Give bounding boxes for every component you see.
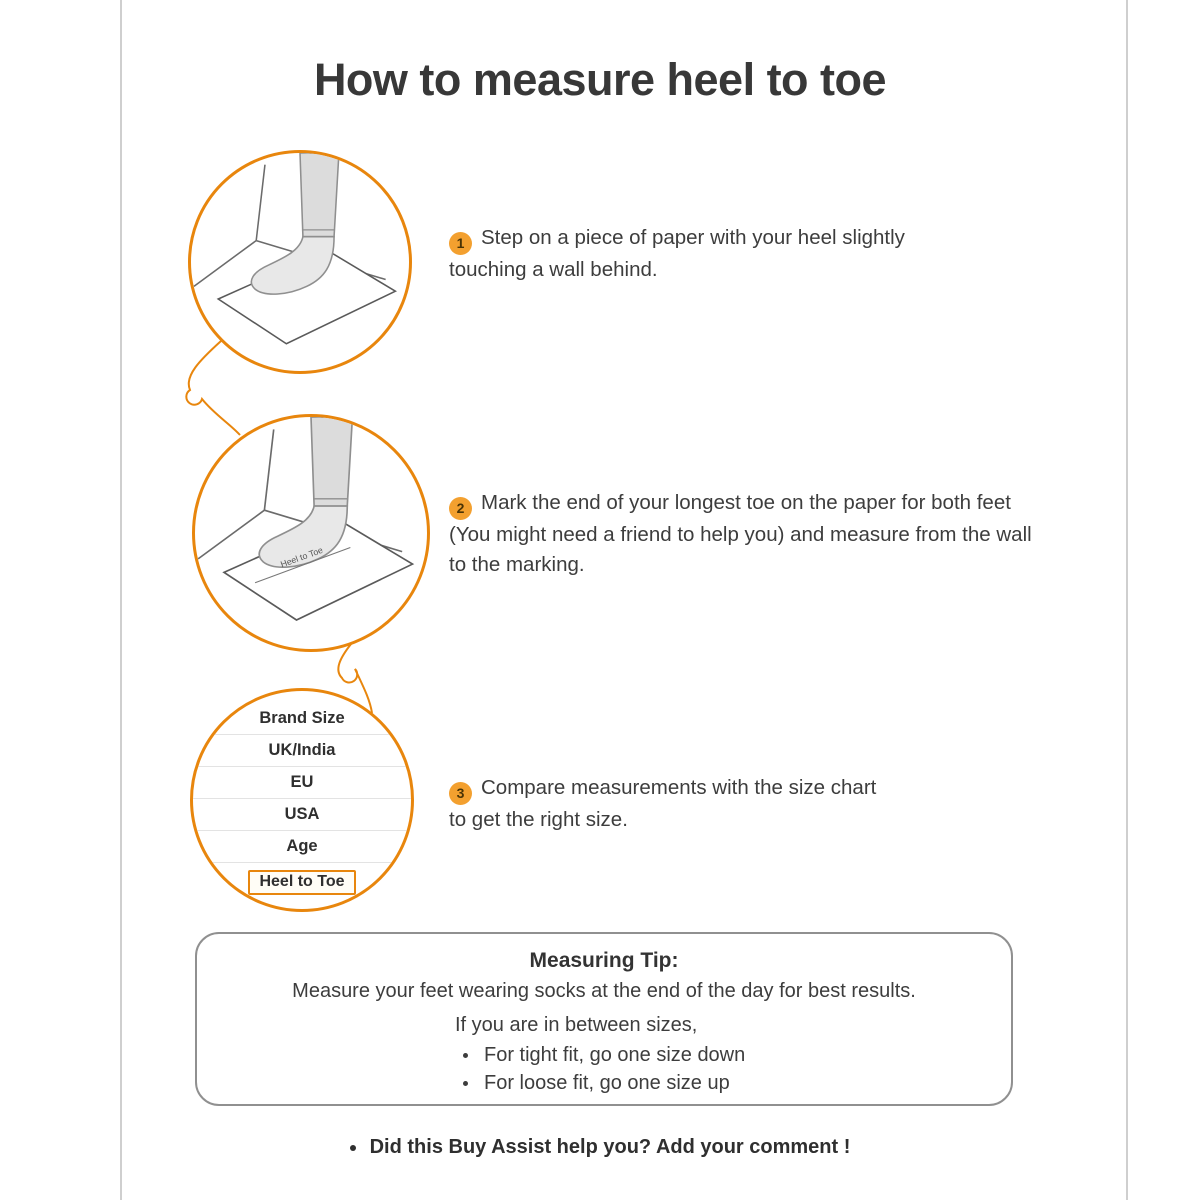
size-chart-row: [193, 767, 411, 799]
size-chart-row-label: Brand Size: [259, 709, 345, 727]
footer-bullet-dot: [350, 1145, 356, 1151]
step-1-number-badge: 1: [449, 232, 472, 255]
foot-on-paper-icon: [191, 153, 409, 371]
size-chart-row-label: UK/India: [268, 741, 336, 759]
illustration-circle-2: [192, 414, 430, 652]
step-2: [449, 488, 1049, 580]
size-chart-row: [193, 863, 411, 901]
size-chart-row-label: USA: [284, 805, 320, 823]
step-2-number-badge: 2: [449, 497, 472, 520]
size-chart-row: [193, 831, 411, 863]
step-1: [449, 223, 951, 285]
tip-bullet: For loose fit, go one size up: [463, 1069, 1011, 1097]
right-border-rule: [1126, 0, 1128, 1200]
step-3-number-badge: 3: [449, 782, 472, 805]
step-3-text: Compare measurements with the size chart to get the right size.: [449, 776, 877, 831]
step-3: [449, 773, 879, 835]
left-border-rule: [120, 0, 122, 1200]
tip-sub-block: [455, 1011, 1011, 1097]
step-1-text: Step on a piece of paper with your heel slightly touching a wall behind.: [449, 226, 905, 281]
tip-title: Measuring Tip:: [529, 949, 679, 972]
measure-label: Heel to Toe: [279, 544, 325, 570]
measuring-tip-box: [195, 932, 1013, 1106]
size-chart: [193, 703, 411, 901]
tip-bullet-list: [455, 1041, 1011, 1097]
step-2-text: Mark the end of your longest toe on the paper for both feet (You might need a friend to help you) and measure from the wall to the marking.: [449, 491, 1032, 576]
tip-line-1: Measure your feet wearing socks at the end of the day for best results.: [292, 980, 916, 1002]
tip-bullet: For tight fit, go one size down: [463, 1041, 1011, 1069]
heel-to-toe-highlight: Heel to Toe: [248, 870, 355, 895]
size-chart-circle: [190, 688, 414, 912]
size-chart-row: [193, 735, 411, 767]
tip-line-2: If you are in between sizes,: [455, 1014, 698, 1036]
size-chart-row-label: Age: [286, 837, 318, 855]
page-title: How to measure heel to toe: [313, 54, 887, 105]
size-chart-row-label: EU: [290, 773, 314, 791]
foot-measure-icon: [195, 417, 427, 649]
size-chart-row: [193, 799, 411, 831]
footer: [0, 1136, 1200, 1159]
footer-text: Did this Buy Assist help you? Add your comment !: [369, 1136, 851, 1158]
size-chart-row: [193, 703, 411, 735]
